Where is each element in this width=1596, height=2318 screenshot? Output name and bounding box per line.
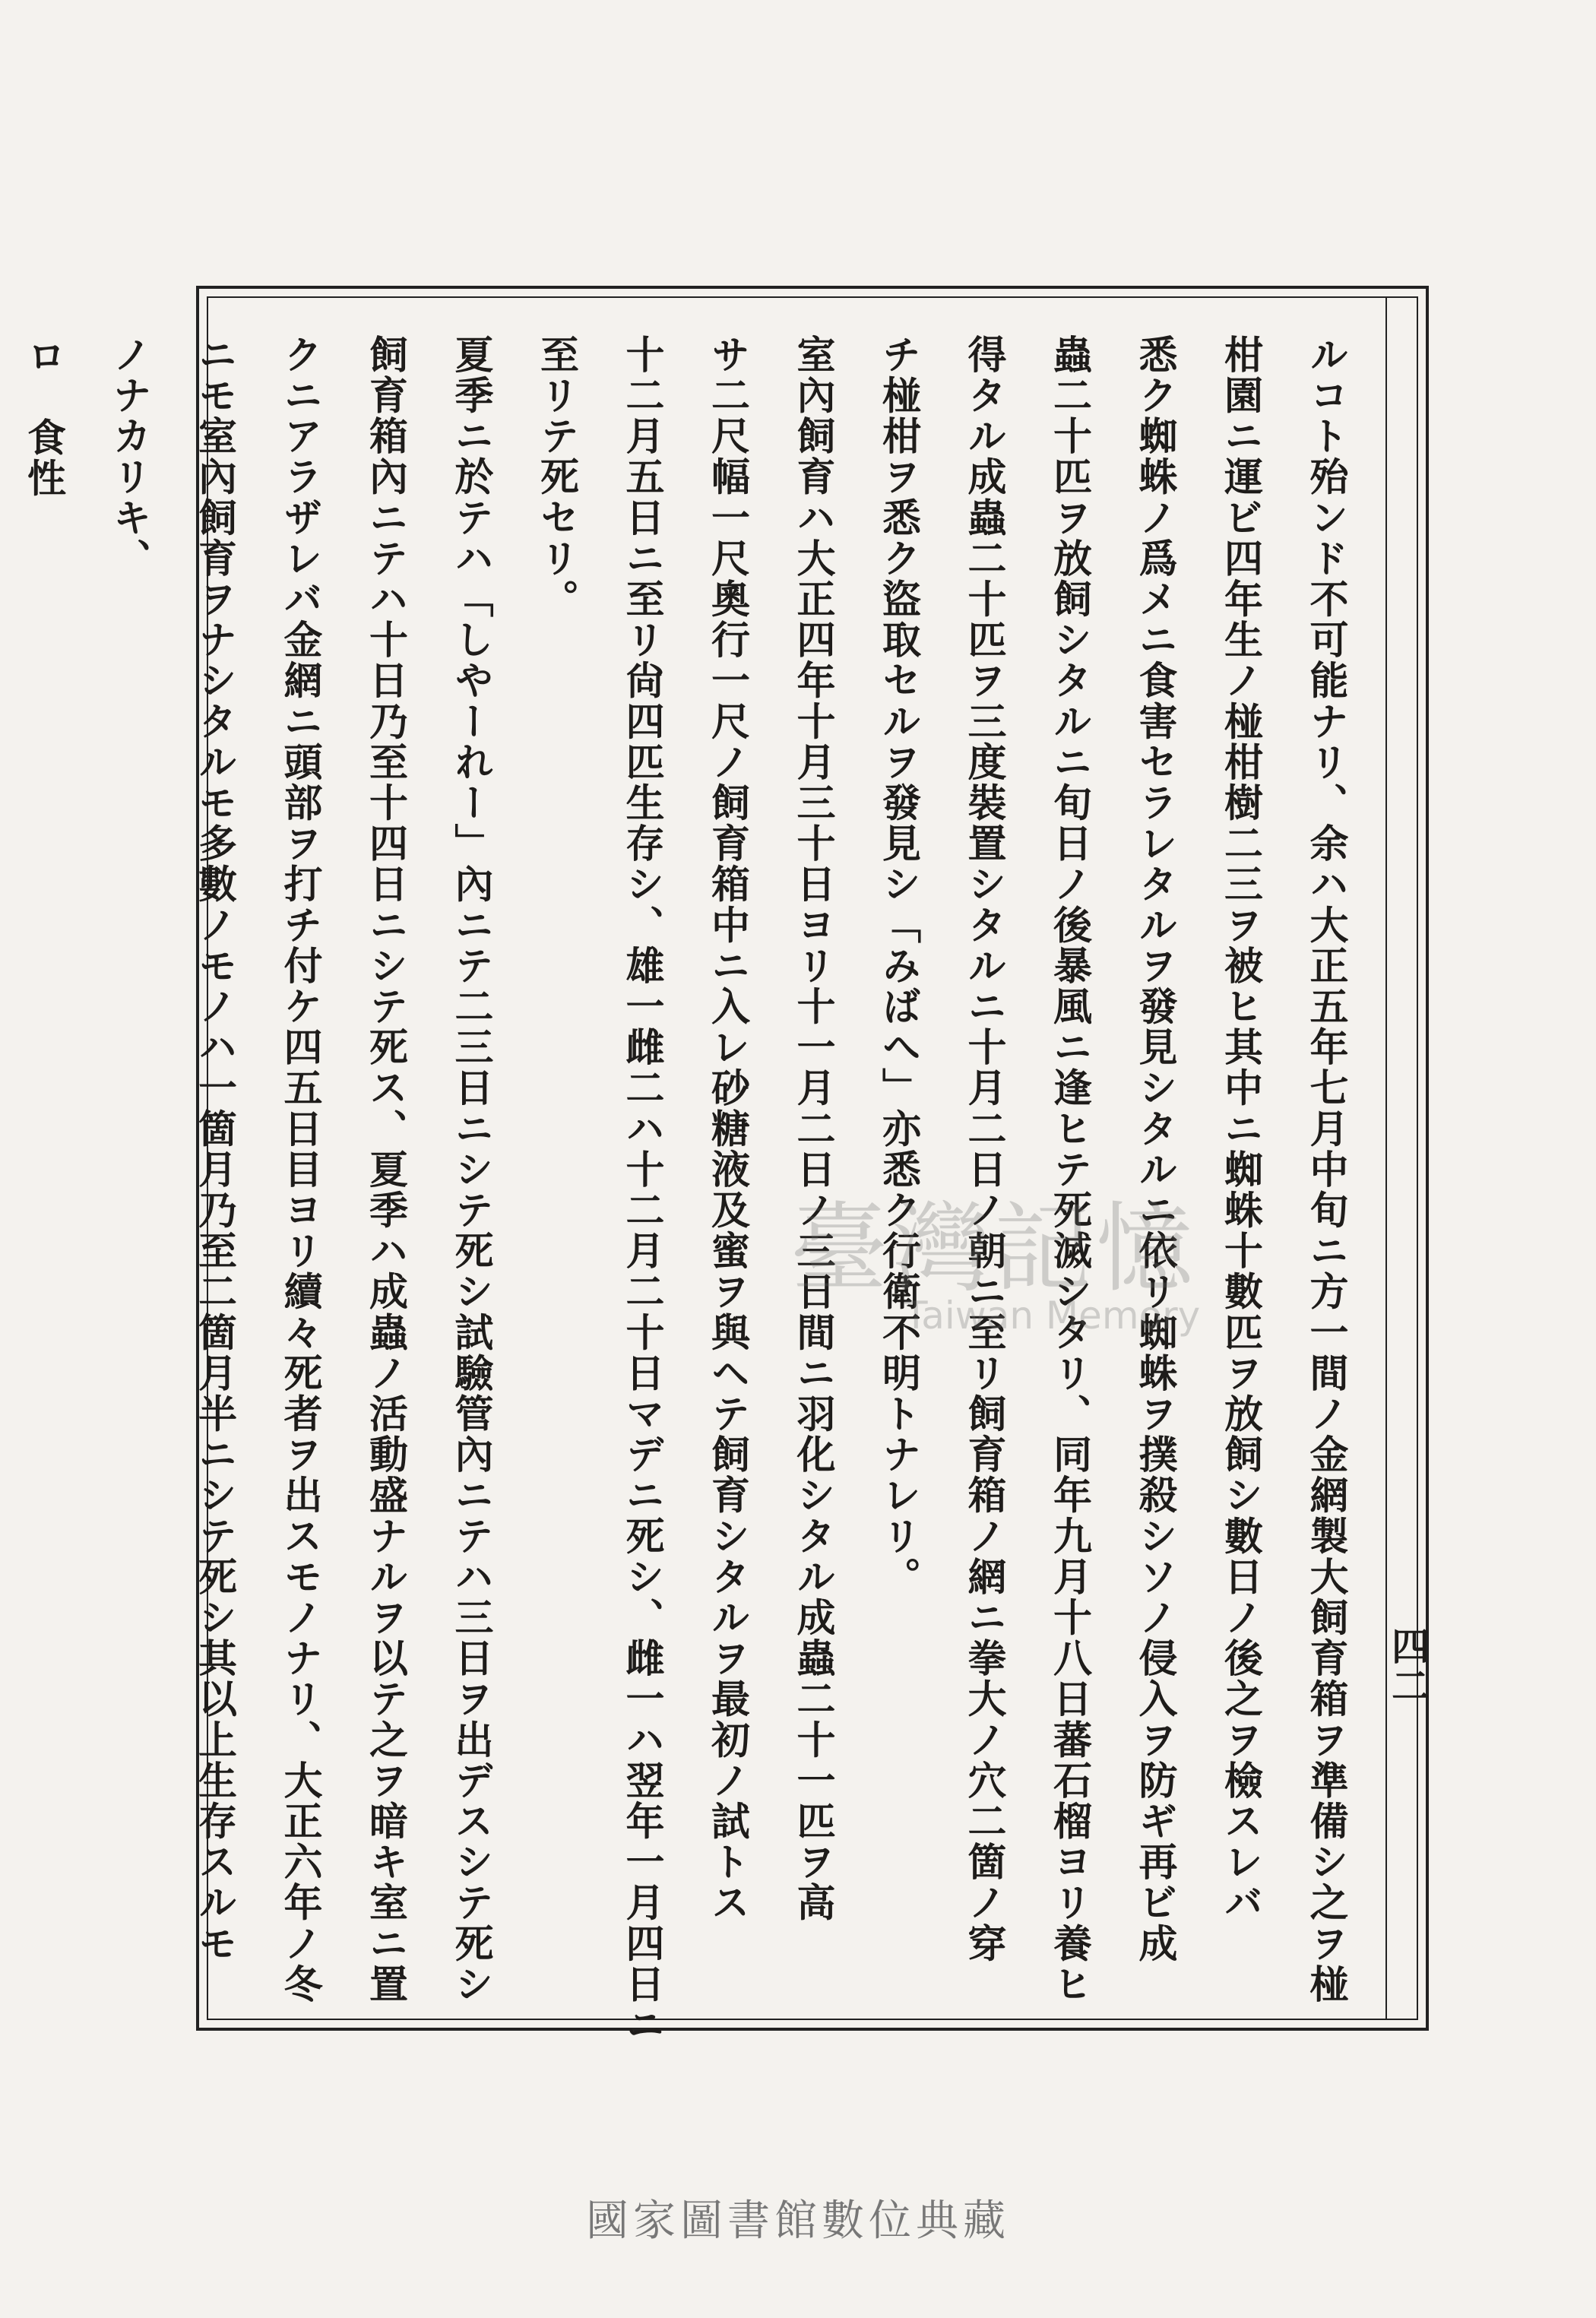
text-column-1: ルコト殆ンド不可能ナリ、余ハ大正五年七月中旬ニ方一間ノ金網製大飼育箱ヲ準備シ之ヲ椪 [1303, 334, 1348, 2005]
text-column-7: 室內飼育ハ大正四年十月三十日ヨリ十一月二日ノ三日間ニ羽化シタル成蟲二十一匹ヲ高 [790, 334, 835, 1924]
text-column-4: 蟲二十匹ヲ放飼シタルニ旬日ノ後暴風ニ逢ヒテ死滅シタリ、同年九月十八日蕃石榴ヨリ養ヒ [1046, 334, 1092, 2005]
text-column-6: チ椪柑ヲ悉ク盜取セルヲ發見シ「みばへ」亦悉ク行衛不明トナレリ。 [875, 334, 921, 1598]
text-column-14: ニモ室內飼育ヲナシタルモ多數ノモノハ一箇月乃至二箇月半ニシテ死シ其以上生存スルモ [191, 334, 237, 1964]
watermark-subtitle: Taiwan Memory [904, 1294, 1201, 1338]
section-heading: ロ 食性 [20, 336, 66, 499]
page-number-divider [1385, 296, 1387, 2020]
collection-footer: 國家圖書館數位典藏 [586, 2196, 1010, 2246]
text-column-10: 至リテ死セリ。 [533, 334, 579, 620]
vertical-body-text [20, 334, 1368, 2046]
text-column-12: 飼育箱內ニテハ十日乃至十四日ニシテ死ス、夏季ハ成蟲ノ活動盛ナルヲ以テ之ヲ暗キ室ニ置 [362, 334, 408, 2005]
text-column-11: 夏季ニ於テハ「しやーれー」內ニテ二三日ニシテ死シ試驗管內ニテハ三日ヲ出デスシテ死シ [448, 334, 493, 2005]
text-column-9: 十二月五日ニ至リ尙四匹生存シ、雄一雌二ハ十二月二十日マデニ死シ、雌一ハ翌年一月四日ニ [619, 334, 664, 2046]
text-column-5: 得タル成蟲二十匹ヲ三度裝置シタルニ十月二日ノ朝ニ至リ飼育箱ノ網ニ拳大ノ穴二箇ノ穿 [961, 334, 1006, 1964]
text-column-13: クニアラザレバ金網ニ頭部ヲ打チ付ケ四五日目ヨリ續々死者ヲ出スモノナリ、大正六年ノ冬 [277, 334, 322, 2005]
text-column-3: 悉ク蜘蛛ノ爲メニ食害セラレタルヲ發見シタルニ依リ蜘蛛ヲ撲殺シソノ侵入ヲ防ギ再ビ成 [1132, 334, 1177, 1964]
watermark-title: 臺灣記憶 [790, 1192, 1199, 1306]
text-column-8: サ二尺幅一尺奧行一尺ノ飼育箱中ニ入レ砂糖液及蜜ヲ與ヘテ飼育シタルヲ最初ノ試トス [704, 334, 750, 1924]
page-number: 四二 [1385, 1626, 1430, 1705]
text-column-15: ノナカリキ、 [106, 334, 151, 579]
text-column-2: 柑園ニ運ビ四年生ノ椪柑樹二三ヲ被ヒ其中ニ蜘蛛十數匹ヲ放飼シ數日ノ後之ヲ檢スレバ [1217, 334, 1263, 1924]
